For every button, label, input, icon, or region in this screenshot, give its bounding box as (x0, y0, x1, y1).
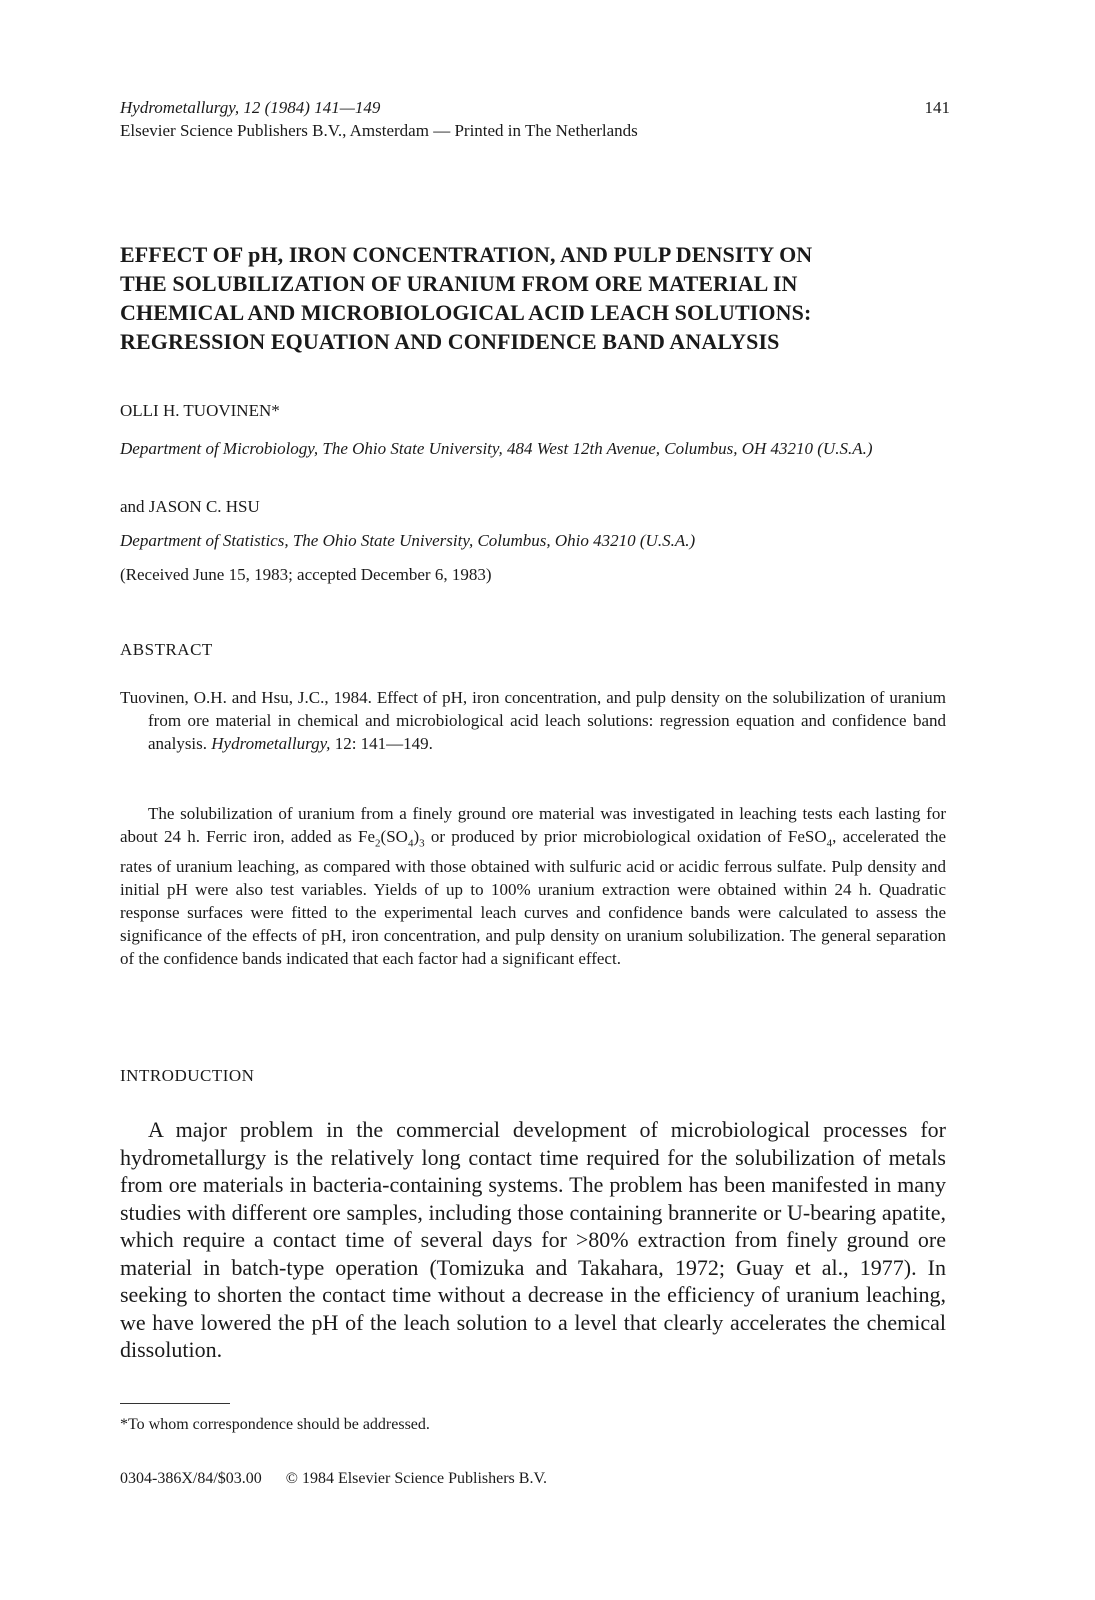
received-dates: (Received June 15, 1983; accepted December 6, 1983) (120, 565, 492, 584)
copyright-line (120, 1470, 950, 1488)
publisher-line: Elsevier Science Publishers B.V., Amsterdam — Printed in The Netherlands (120, 121, 638, 140)
title-line: THE SOLUBILIZATION OF URANIUM FROM ORE MATERIAL IN (120, 271, 798, 296)
introduction-heading: INTRODUCTION (120, 1066, 255, 1085)
citation-journal: Hydrometallurgy, (211, 734, 331, 753)
copyright-notice: © 1984 Elsevier Science Publishers B.V. (285, 1470, 547, 1487)
title-line: CHEMICAL AND MICROBIOLOGICAL ACID LEACH SOLUTIONS: (120, 300, 812, 325)
article-title (120, 240, 950, 356)
citation-text: Tuovinen, O.H. and Hsu, J.C., 1984. Effect of pH, iron concentration, and pulp density on the solubilization of uranium from ore material in chemical and microbiological acid leach solutions: regression equation and confidence band analysis. (120, 688, 946, 753)
page-number: 141 (924, 98, 950, 117)
affiliation-2: Department of Statistics, The Ohio State University, Columbus, Ohio 43210 (U.S.A.) (120, 531, 696, 550)
introduction-paragraph: A major problem in the commercial development of microbiological processes for hydrometallurgy is the relatively long contact time required for the solubilization of metals from ore materials in bacteria-containing systems. The problem has been manifested in many studies with different ore samples, including those containing brannerite or U-bearing apatite, which require a contact time of several days for >80% extraction from finely ground ore material in batch-type operation (Tomizuka and Takahara, 1972; Guay et al., 1977). In seeking to shorten the contact time without a decrease in the efficiency of uranium leaching, we have lowered the pH of the leach solution to a level that clearly accelerates the chemical dissolution. (120, 1117, 946, 1362)
abstract-paragraph: The solubilization of uranium from a finely ground ore material was investigated in leaching tests each lasting for about 24 h. Ferric iron, added as $Fe_2(SO_4)_3$ or produced by prior microbiological oxidation of FeSO$_4$, accelerated the rates of uranium leaching, as compared with those obtained with sulfuric acid or acidic ferrous sulfate. Pulp density and initial pH were also test variables. Yields of up to 100% uranium extraction were obtained within 24 h. Quadratic response surfaces were fitted to the experimental leach curves and confidence bands were calculated to assess the significance of the effects of pH, iron concentration, and pulp density on uranium solubilization. The general separation of the confidence bands indicated that each factor had a significant effect. (120, 804, 946, 969)
running-header (120, 96, 950, 142)
citation-volume: 12: 141—149. (334, 734, 433, 753)
title-line: EFFECT OF pH, IRON CONCENTRATION, AND PULP DENSITY ON (120, 242, 813, 267)
author-1: OLLI H. TUOVINEN* (120, 401, 280, 420)
abstract-citation (120, 686, 946, 755)
journal-citation: Hydrometallurgy, 12 (1984) 141—149 (120, 98, 381, 117)
author-2: and JASON C. HSU (120, 497, 260, 516)
footnote: *To whom correspondence should be addressed. (120, 1416, 430, 1433)
affiliation-1: Department of Microbiology, The Ohio State University, 484 West 12th Avenue, Columbus, OH 43210 (U.S.A.) (120, 439, 873, 458)
abstract-heading: ABSTRACT (120, 640, 213, 659)
issn-code: 0304-386X/84/$03.00 (120, 1470, 262, 1487)
footnote-divider (120, 1403, 230, 1404)
title-line: REGRESSION EQUATION AND CONFIDENCE BAND ANALYSIS (120, 329, 780, 354)
